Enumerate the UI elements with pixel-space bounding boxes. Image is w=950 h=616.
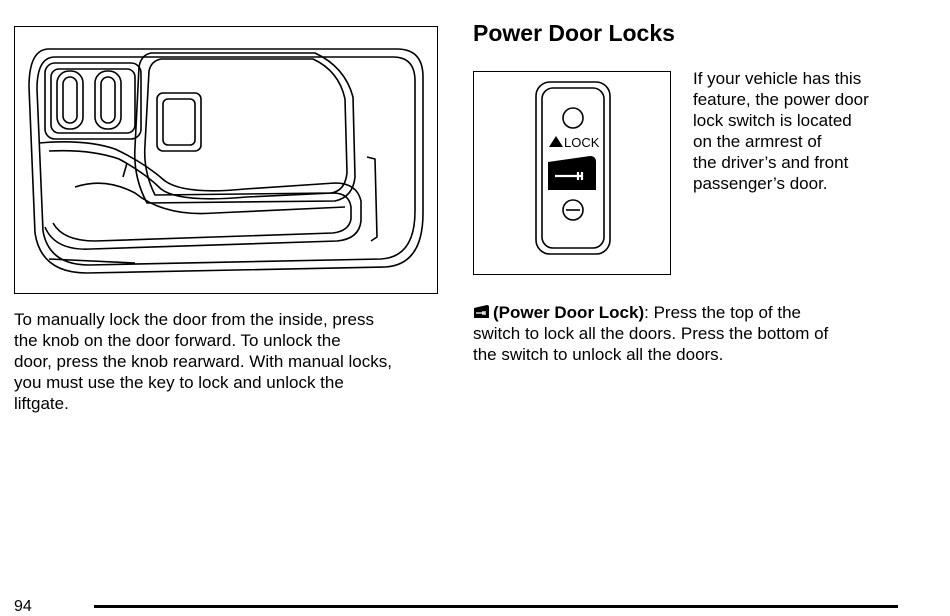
text-line: the driver’s and front xyxy=(693,153,849,172)
page-number: 94 xyxy=(14,598,32,615)
text-line: door, press the knob rearward. With manual locks, xyxy=(14,352,392,371)
text-line: lock switch is located xyxy=(693,111,852,130)
door-handle-illustration xyxy=(14,26,438,294)
text-line: liftgate. xyxy=(14,394,69,413)
text-line: feature, the power door xyxy=(693,90,869,109)
section-heading: Power Door Locks xyxy=(473,20,675,46)
power-door-lock-icon xyxy=(473,304,490,319)
lock-switch-drawing xyxy=(474,72,669,273)
text-line: on the armrest of xyxy=(693,132,822,151)
text-line: If your vehicle has this xyxy=(693,69,862,88)
switch-location-text xyxy=(693,68,943,194)
power-door-lock-term: (Power Door Lock) xyxy=(493,303,645,322)
text-line: you must use the key to lock and unlock the xyxy=(14,373,344,392)
lock-switch-illustration xyxy=(473,71,671,275)
manual-lock-text xyxy=(14,309,444,414)
text-line xyxy=(473,302,913,323)
text-line: passenger’s door. xyxy=(693,174,828,193)
text-line: the knob on the door forward. To unlock the xyxy=(14,331,341,350)
switch-lock-label: LOCK xyxy=(564,135,600,150)
text-fragment: : Press the top of the xyxy=(644,303,801,322)
text-line: switch to lock all the doors. Press the bottom of xyxy=(473,324,829,343)
power-lock-instructions xyxy=(473,302,913,365)
text-line: To manually lock the door from the inside, press xyxy=(14,310,375,329)
text-line: the switch to unlock all the doors. xyxy=(473,345,724,364)
power-door-lock-icon xyxy=(548,156,596,190)
footer-rule xyxy=(94,605,898,608)
door-handle-drawing xyxy=(15,27,436,292)
